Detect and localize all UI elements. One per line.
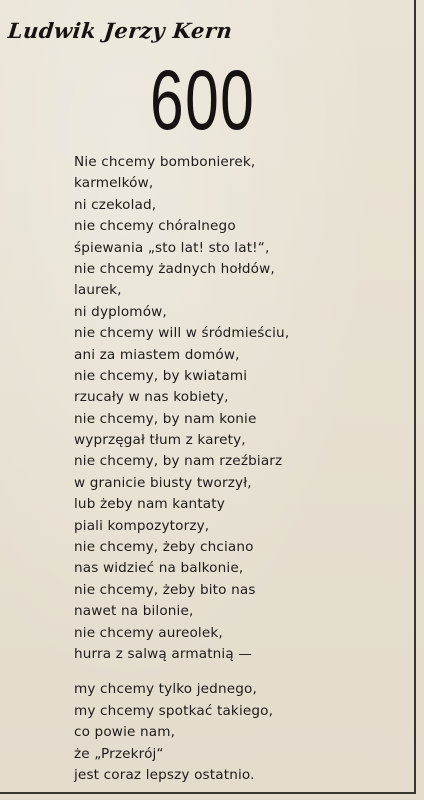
poem-line: nie chcemy will w śródmieściu, <box>74 325 290 342</box>
poem-line: nie chcemy, żeby bito nas <box>74 581 256 598</box>
poem-title: 600 <box>150 53 256 147</box>
poem-line: wyprzęgał tłum z karety, <box>74 432 246 449</box>
poem-line: rzucały w nas kobiety, <box>74 389 229 406</box>
poem-line: nie chcemy, by kwiatami <box>74 367 248 384</box>
stanza-2 <box>74 679 394 786</box>
poem-line: śpiewania „sto lat! sto lat!“, <box>74 239 270 256</box>
poem-line: nie chcemy żadnych hołdów, <box>74 260 275 277</box>
bottom-border-rule <box>0 792 416 794</box>
poem-line: ani za miastem domów, <box>74 346 240 363</box>
poem-line: jest coraz lepszy ostatnio. <box>74 766 255 783</box>
poem-line: ni czekolad, <box>74 196 157 213</box>
stanza-1 <box>74 152 394 665</box>
poem-line: karmelków, <box>74 175 154 192</box>
poem-line: hurra z salwą armatnią — <box>74 645 253 662</box>
poem-line: że „Przekrój“ <box>74 745 164 762</box>
poem-line: co powie nam, <box>74 724 176 741</box>
right-border-rule <box>414 0 416 792</box>
poem-line: w granicie biusty tworzył, <box>74 474 252 491</box>
poem-line: laurek, <box>74 282 122 299</box>
poem-body <box>74 152 394 786</box>
poem-line: nie chcemy chóralnego <box>74 218 236 235</box>
poem-line: my chcemy tylko jednego, <box>74 681 257 698</box>
author-name: Ludwik Jerzy Kern <box>6 18 234 43</box>
poem-line: nawet na bilonie, <box>74 603 194 620</box>
poem-line: piali kompozytorzy, <box>74 517 210 534</box>
poem-line: my chcemy spotkać takiego, <box>74 702 274 719</box>
poem-line: ni dyplomów, <box>74 303 167 320</box>
poem-line: nas widzieć na balkonie, <box>74 560 244 577</box>
poem-line: Nie chcemy bombonierek, <box>74 154 256 170</box>
poem-line: nie chcemy, żeby chciano <box>74 539 254 556</box>
poem-line: lub żeby nam kantaty <box>74 496 225 513</box>
poem-line: nie chcemy, by nam konie <box>74 410 257 427</box>
poem-line: nie chcemy aureolek, <box>74 624 223 641</box>
poem-line: nie chcemy, by nam rzeźbiarz <box>74 453 283 470</box>
